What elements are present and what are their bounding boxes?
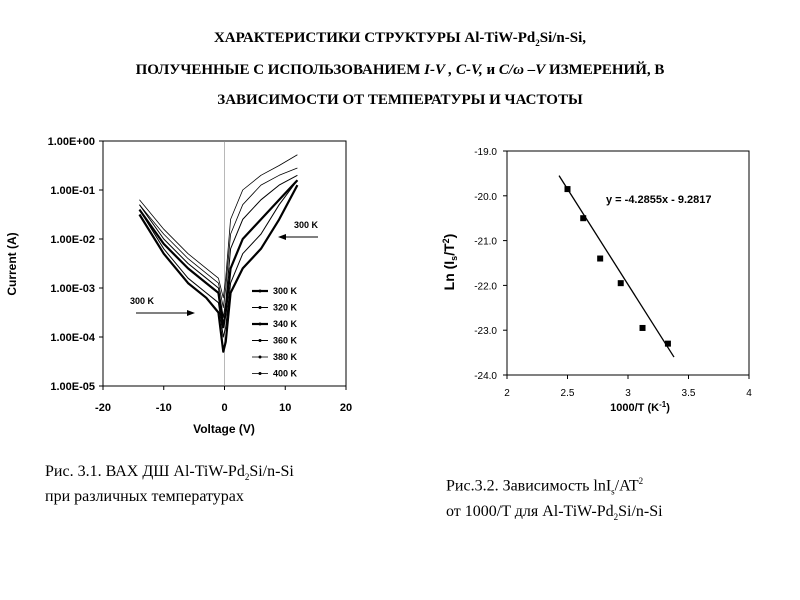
arrhenius-x-axis-label: 1000/T $(K^{-1})$	[610, 400, 670, 414]
iv-annotation-left: 300 K	[130, 296, 155, 306]
iv-x-tick-label: 10	[279, 402, 292, 414]
arrhenius-data-point	[580, 215, 586, 221]
iv-legend-entry: 340 K	[273, 319, 298, 329]
title-line-2: ПОЛУЧЕННЫЕ С ИСПОЛЬЗОВАНИЕМ I-V , C-V, и C/ω –V ИЗМЕРЕНИЙ, В	[135, 62, 665, 78]
iv-y-tick-label: 1.00E-04	[50, 332, 95, 344]
title-line-3: ЗАВИСИМОСТИ ОТ ТЕМПЕРАТУРЫ И ЧАСТОТЫ	[217, 92, 583, 108]
iv-legend-entry: 300 K	[273, 286, 298, 296]
arrhenius-x-tick-label: 3	[625, 388, 631, 399]
arrhenius-y-tick-label: -20.0	[474, 191, 497, 203]
iv-annotation-right: 300 K	[294, 220, 319, 230]
arrhenius-x-tick-label: 3.5	[681, 388, 696, 399]
iv-legend-entry: 320 K	[273, 302, 298, 313]
iv-x-tick-label: -10	[155, 402, 172, 414]
arrhenius-data-point	[665, 341, 671, 347]
arrhenius-x-tick-label: 2	[504, 388, 510, 399]
iv-y-tick-label: 1.00E-02	[50, 234, 95, 246]
arrhenius-y-tick-label: -21.0	[474, 236, 497, 248]
arrhenius-data-point	[597, 256, 603, 262]
arrhenius-fit-label: y = -4.2855x - 9.2817	[606, 194, 712, 206]
iv-y-tick-label: 1.00E-03	[50, 283, 95, 295]
iv-legend-entry: 360 K	[273, 335, 298, 346]
arrhenius-data-point	[618, 280, 624, 286]
arrhenius-y-tick-label: -23.0	[474, 326, 497, 338]
iv-legend-entry: 400 K	[273, 368, 298, 379]
arrhenius-x-tick-label: 4	[746, 388, 752, 399]
arrhenius-plot-area	[507, 151, 749, 375]
arrhenius-y-tick-label: -24.0	[474, 371, 497, 382]
arrhenius-data-point	[565, 186, 571, 192]
iv-x-tick-label: 20	[339, 402, 353, 414]
figure-caption-2: Рис.3.2. Зависимость $\ln I_s/AT^2$ от 1000/T для $Al-TiW-Pd_2Si/n-Si$	[446, 476, 663, 522]
arrhenius-data-point	[640, 325, 646, 331]
iv-x-tick-label: -20	[95, 402, 111, 414]
figure-caption-1: Рис. 3.1. ВАХ ДШ $Al-TiW-Pd_2Si/n-Si$ при различных температурах	[45, 463, 294, 506]
iv-x-axis-label: Voltage (V)	[193, 422, 255, 436]
iv-y-tick-label: 1.00E-05	[50, 381, 95, 393]
iv-y-axis-label: Current (A)	[5, 232, 19, 296]
iv-y-tick-label: 1.00E-01	[50, 185, 95, 197]
arrhenius-y-axis-label: Ln $(I_s/T^2)$	[441, 233, 459, 291]
iv-legend-entry: 380 K	[273, 352, 298, 362]
arrhenius-y-tick-label: -22.0	[474, 281, 497, 293]
title-line-1: ХАРАКТЕРИСТИКИ СТРУКТУРЫ $Al-TiW-Pd_2Si/n-Si$,	[213, 30, 587, 48]
arrhenius-x-tick-label: 2.5	[560, 388, 575, 399]
arrhenius-y-tick-label: -19.0	[474, 147, 497, 158]
iv-y-tick-label: 1.00E+00	[47, 136, 95, 148]
iv-x-tick-label: 0	[221, 402, 228, 414]
